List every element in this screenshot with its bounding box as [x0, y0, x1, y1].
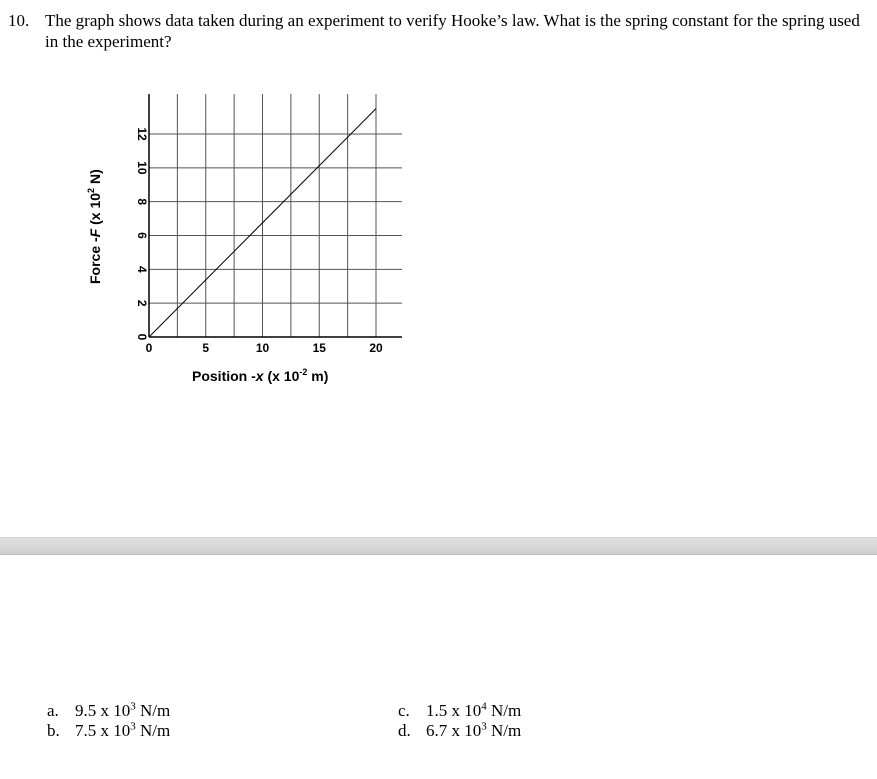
- choice-b[interactable]: [47, 720, 170, 741]
- y-tick-labels: [135, 127, 149, 340]
- choice-value: 1.5 x 10: [426, 701, 482, 720]
- question-text: The graph shows data taken during an experiment to verify Hooke’s law. What is the spring constant for the spring used in the experiment?: [45, 11, 860, 51]
- choice-exponent: 3: [130, 700, 136, 713]
- choice-unit: N/m: [486, 701, 522, 720]
- choice-value: 6.7 x 10: [426, 721, 482, 740]
- choice-exponent: 4: [481, 700, 487, 713]
- choice-d[interactable]: [398, 720, 521, 741]
- choice-value: 9.5 x 10: [75, 701, 131, 720]
- choice-exponent: 3: [130, 720, 136, 733]
- chart-grid: [149, 94, 402, 337]
- choice-value: 7.5 x 10: [75, 721, 131, 740]
- y-tick-label: 10: [135, 161, 149, 175]
- choice-exponent: 3: [481, 720, 487, 733]
- choice-unit: N/m: [135, 721, 171, 740]
- question-number: 10.: [8, 11, 30, 30]
- choice-unit: N/m: [135, 701, 171, 720]
- y-tick-label: 0: [135, 333, 149, 341]
- x-tick-label: 5: [202, 341, 210, 355]
- y-tick-label: 2: [135, 299, 149, 307]
- y-tick-label: 4: [135, 265, 149, 273]
- choice-a[interactable]: [47, 700, 170, 721]
- y-axis-label: Force -F (x $10^2$ N): [86, 169, 103, 284]
- x-tick-label: 15: [312, 341, 326, 355]
- chart-axes: [149, 94, 402, 337]
- x-axis-label: Position -x (x $10^{-2}$ m): [192, 367, 329, 384]
- x-tick-label: 10: [255, 341, 270, 355]
- y-tick-label: 8: [135, 198, 149, 206]
- choice-letter: c.: [398, 701, 410, 720]
- choice-letter: a.: [47, 701, 59, 720]
- x-tick-labels: [146, 341, 383, 355]
- x-tick-label: 20: [369, 341, 383, 355]
- y-tick-label: 12: [135, 127, 149, 141]
- x-tick-label: 0: [145, 341, 153, 355]
- choice-letter: d.: [398, 721, 411, 740]
- section-divider: [0, 537, 877, 555]
- choice-c[interactable]: [398, 700, 521, 721]
- choice-unit: N/m: [486, 721, 522, 740]
- y-tick-label: 6: [135, 232, 149, 239]
- choice-letter: b.: [47, 721, 60, 740]
